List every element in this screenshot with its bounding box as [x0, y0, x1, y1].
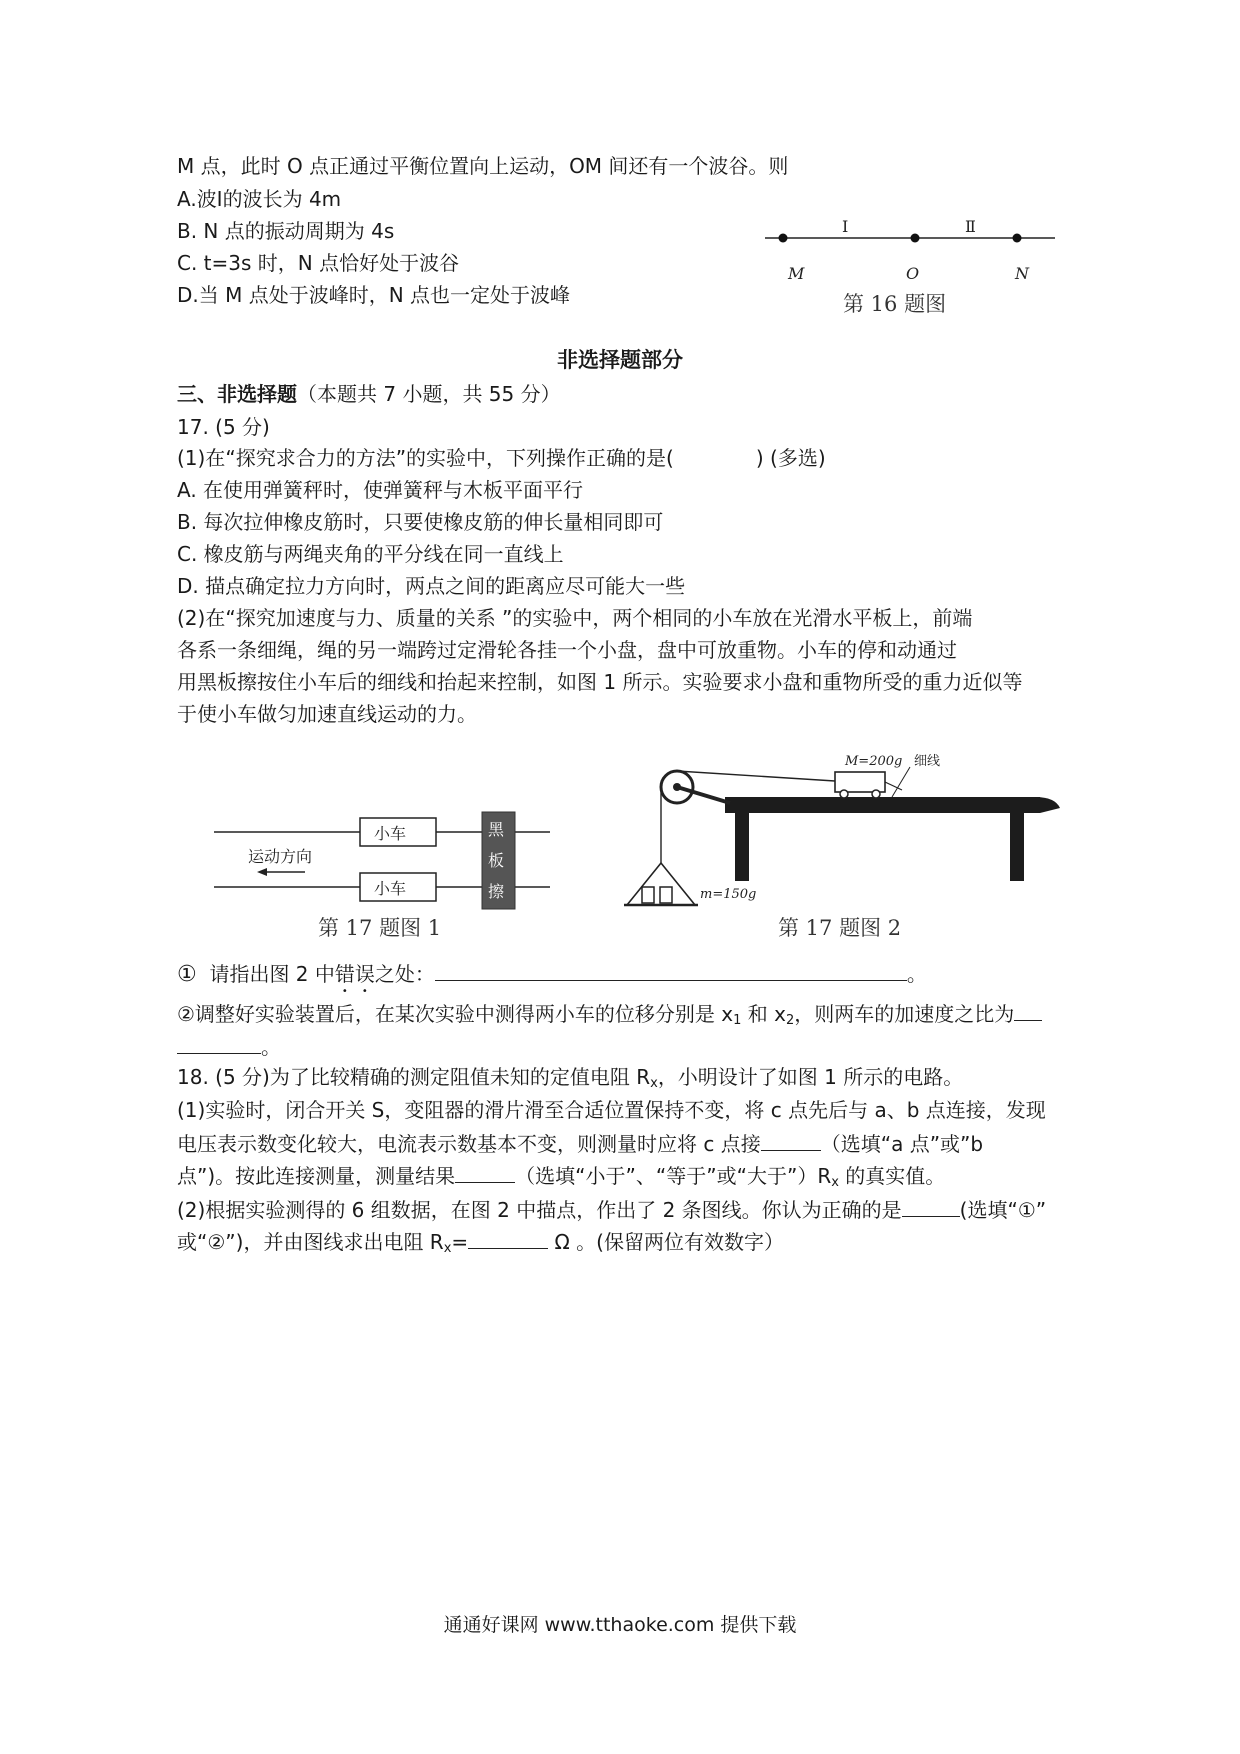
q18-blank-c-point [761, 1130, 821, 1151]
q18-line3 [177, 1130, 983, 1157]
q17-sub2-text-b: 和 x [741, 1002, 786, 1026]
q17-part2-line3: 用黑板擦按住小车后的细线和抬起来控制，如图 1 所示。实验要求小盘和重物所受的重力近似等 [177, 670, 1023, 694]
q18-line6-c: Ω 。(保留两位有效数字） [548, 1230, 784, 1254]
q18-line6 [177, 1228, 784, 1255]
cart-mass-label: M=200g [845, 754, 903, 769]
eraser-char-3: 擦 [488, 882, 505, 901]
q18-line4-a: 点”)。按此连接测量，测量结果 [177, 1164, 456, 1188]
q18-line5-a: (2)根据实验测得的 6 组数据，在图 2 中描点，作出了 2 条图线。你认为正确的是 [177, 1198, 902, 1222]
q17-part1-stem [177, 445, 826, 471]
cart-bottom-label: 小车 [374, 879, 407, 898]
q16-option-c: C. t=3s 时，N 点恰好处于波谷 [177, 251, 460, 275]
section-heading-rest: （本题共 7 小题，共 55 分） [297, 382, 561, 406]
q17-figure1 [210, 815, 560, 925]
q17-sub2 [177, 1000, 1042, 1027]
q18-line4-c: 的真实值。 [838, 1164, 946, 1188]
q18-line1-a: 18. (5 分)为了比较精确的测定阻值未知的定值电阻 R [177, 1065, 651, 1089]
cart-top-label: 小车 [374, 824, 407, 843]
q17-sub2-sub2: 2 [785, 1013, 795, 1028]
q17-sub1-emphasis: 错误 [334, 962, 375, 986]
eraser-char-1: 黑 [488, 820, 505, 839]
q17-sub2-sub1: 1 [733, 1013, 742, 1028]
pan-mass-label: m=150g [700, 887, 757, 902]
q18-line2: (1)实验时，闭合开关 S，变阻器的滑片滑至合适位置保持不变，将 c 点先后与 a、b 点连接，发现 [177, 1098, 1046, 1122]
wave-label-I: Ⅰ [842, 217, 849, 236]
q17-option-d: D. 描点确定拉力方向时，两点之间的距离应尽可能大一些 [177, 574, 686, 598]
q18-line1 [177, 1064, 963, 1090]
q18-blank-result [455, 1162, 515, 1183]
q17-figure2 [630, 745, 1070, 915]
direction-arrowhead [257, 868, 267, 876]
q17-sub2-cont [177, 1033, 281, 1060]
table-leg-left [735, 811, 749, 881]
weight-2 [660, 887, 672, 903]
q17-part1-multi: ) (多选) [755, 446, 826, 470]
q17-part1-text: (1)在“探究求合力的方法”的实验中，下列操作正确的是( [177, 446, 674, 470]
q17-option-b: B. 每次拉伸橡皮筋时，只要使橡皮筋的伸长量相同即可 [177, 510, 664, 534]
q18-line3-a: 电压表示数变化较大，电流表示数基本不变，则测量时应将 c 点接 [177, 1132, 761, 1156]
q16-figure-caption: 第 16 题图 [843, 292, 947, 316]
q17-sub1 [177, 960, 927, 997]
q17-sub2-text-a: ②调整好实验装置后，在某次实验中测得两小车的位移分别是 x [177, 1002, 734, 1026]
q17-sub2-end: 。 [261, 1035, 281, 1059]
q18-line4 [177, 1162, 945, 1189]
q17-head: 17. (5 分) [177, 415, 270, 439]
q17-sub2-text-c: ，则两车的加速度之比为 [794, 1002, 1015, 1026]
q18-line5-b: (选填“①” [959, 1198, 1047, 1222]
q18-line3-b: （选填“a 点”或”b [820, 1132, 984, 1156]
page-footer: 通通好课网 www.tthaoke.com 提供下载 [443, 1614, 797, 1636]
q18-line6-a: 或“②”)，并由图线求出电阻 R [177, 1230, 444, 1254]
q17-sub1-text: 请指出图 2 中 [209, 962, 335, 986]
q16-option-d: D.当 M 点处于波峰时，N 点也一定处于波峰 [177, 283, 571, 307]
q16-option-a: A.波Ⅰ的波长为 4m [177, 187, 342, 211]
weight-1 [642, 887, 654, 903]
section-heading [177, 381, 561, 407]
q18-line5 [177, 1196, 1046, 1223]
table-top [725, 797, 1040, 813]
q17-sub1-tail: 之处： [374, 962, 435, 986]
eraser-char-2: 板 [488, 851, 505, 870]
q16-stem-line: M 点，此时 O 点正通过平衡位置向上运动，OM 间还有一个波谷。则 [177, 154, 789, 178]
direction-label: 运动方向 [248, 847, 313, 866]
q17-sub2-blank-start [1014, 1000, 1042, 1021]
string-label: 细线 [914, 754, 941, 769]
section-title: 非选择题部分 [557, 348, 683, 372]
q18-line4-sub: x [831, 1175, 839, 1190]
section-heading-bold: 三、非选择题 [177, 382, 297, 406]
wave-label-II: Ⅱ [965, 217, 976, 236]
q17-sub1-end: 。 [906, 962, 927, 986]
q17-sub1-blank [435, 960, 907, 981]
q18-line1-sub: x [650, 1076, 658, 1091]
point-M-label: M [788, 264, 805, 283]
q17-sub1-mark: ① [177, 962, 197, 987]
q18-blank-resistance [468, 1228, 548, 1249]
q18-line4-b: （选填“小于”、“等于”或“大于”）R [515, 1164, 832, 1188]
q17-option-a: A. 在使用弹簧秤时，使弹簧秤与木板平面平行 [177, 478, 584, 502]
point-O-label: O [906, 264, 920, 283]
q17-part2-line2: 各系一条细绳，绳的另一端跨过定滑轮各挂一个小盘，盘中可放重物。小车的停和动通过 [177, 638, 957, 662]
q18-line1-b: ，小明设计了如图 1 所示的电路。 [657, 1065, 964, 1089]
q17-figure1-caption: 第 17 题图 1 [318, 916, 442, 940]
q18-blank-graph [902, 1196, 960, 1217]
q16-option-b: B. N 点的振动周期为 4s [177, 219, 395, 243]
q17-option-c: C. 橡皮筋与两绳夹角的平分线在同一直线上 [177, 542, 564, 566]
point-N-label: N [1015, 264, 1029, 283]
cart [835, 772, 885, 792]
q17-sub2-blank [177, 1033, 261, 1054]
q17-part2-line1: (2)在“探究加速度与力、质量的关系 ”的实验中，两个相同的小车放在光滑水平板上，前端 [177, 606, 973, 630]
q18-line6-sub: x [443, 1241, 452, 1256]
q17-figure2-caption: 第 17 题图 2 [778, 916, 902, 940]
table-leg-right [1010, 811, 1024, 881]
string-top [677, 771, 835, 781]
q17-part2-line4: 于使小车做匀加速直线运动的力。 [177, 702, 477, 726]
q18-line6-eq: = [451, 1230, 469, 1254]
